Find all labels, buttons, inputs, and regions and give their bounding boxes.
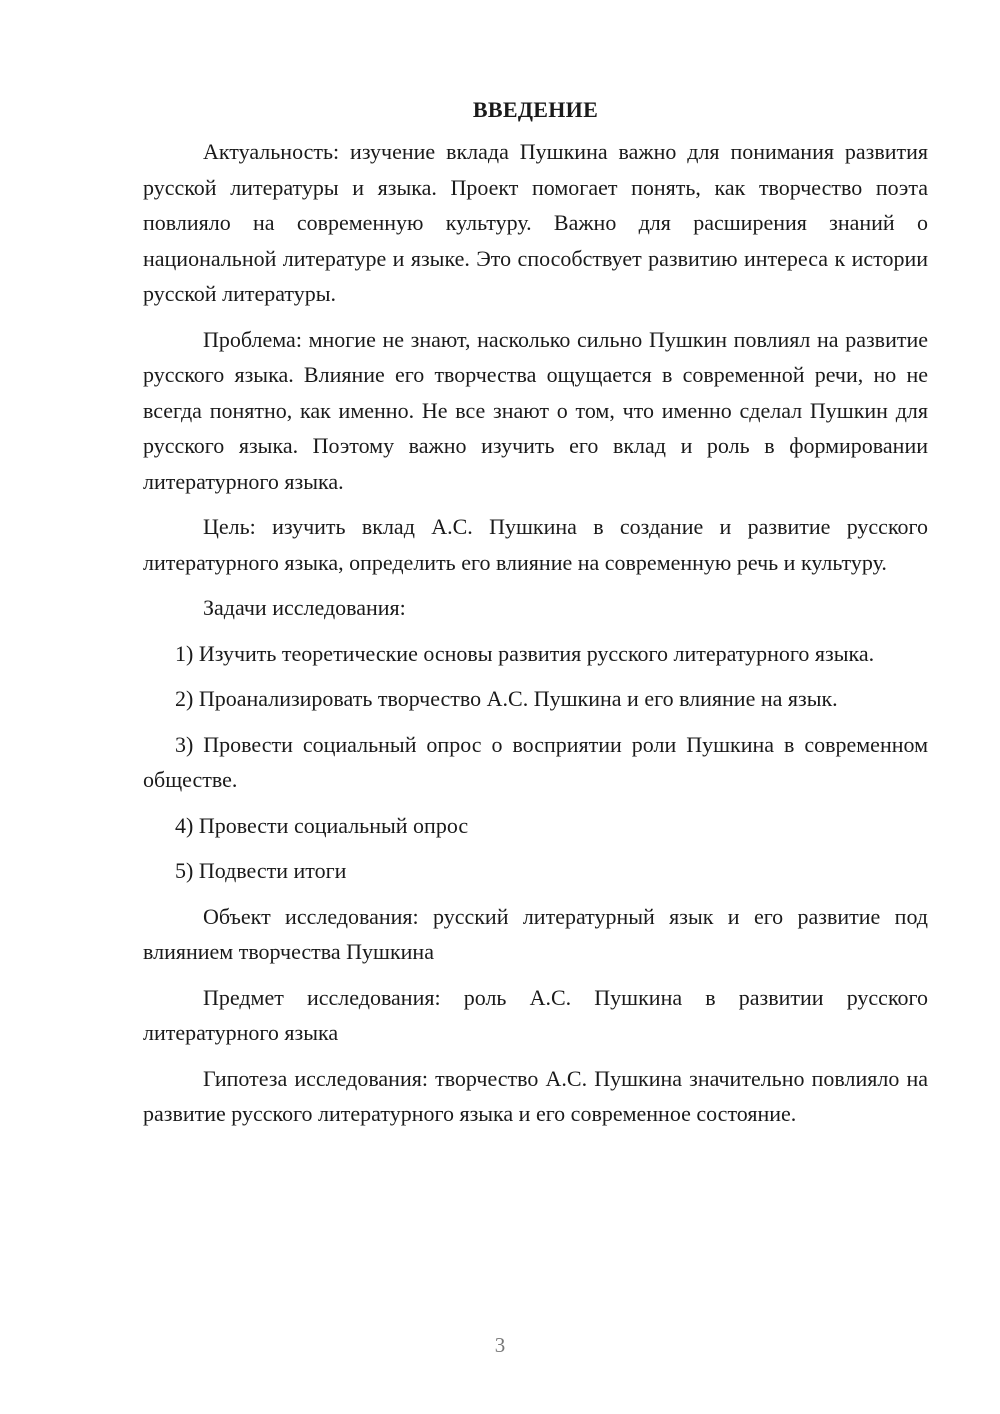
task-item-3: 3) Провести социальный опрос о восприятии роли Пушкина в современном обществе. xyxy=(143,731,928,792)
tasks-heading: Задачи исследования: xyxy=(203,595,406,620)
task-item-2: 2) Проанализировать творчество А.С. Пушкина и его влияние на язык. xyxy=(175,686,838,711)
paragraph-hypothesis: Гипотеза исследования: творчество А.С. Пушкина значительно повлияло на развитие русского литературного языка и его современное состояние. xyxy=(143,1065,928,1126)
paragraph-relevance: Актуальность: изучение вклада Пушкина важно для понимания развития русской литературы и языка. Проект помогает понять, как творчество поэта повлияло на современную культуру. Важно для расширения знаний о национальной литературе и языке. Это способствует развитию интереса к истории русской литературы. xyxy=(143,139,928,306)
page-number: 3 xyxy=(494,1333,506,1357)
paragraph-subject: Предмет исследования: роль А.С. Пушкина в развитии русского литературного языка xyxy=(143,984,928,1045)
paragraph-goal: Цель: изучить вклад А.С. Пушкина в создание и развитие русского литературного языка, определить его влияние на современную речь и культуру. xyxy=(143,514,928,575)
section-title: ВВЕДЕНИЕ xyxy=(472,97,599,122)
document-page xyxy=(143,92,928,1142)
task-item-5: 5) Подвести итоги xyxy=(175,858,347,883)
task-item-4: 4) Провести социальный опрос xyxy=(175,812,469,838)
paragraph-object: Объект исследования: русский литературный язык и его развитие под влиянием творчества Пушкина xyxy=(143,903,928,964)
paragraph-problem: Проблема: многие не знают, насколько сильно Пушкин повлиял на развитие русского языка. Влияние его творчества ощущается в современной речи, но не всегда понятно, как именно. Не все знают о том, что именно сделал Пушкин для русского языка. Поэтому важно изучить его вклад и роль в формировании литературного языка. xyxy=(143,326,928,494)
task-item-1: 1) Изучить теоретические основы развития русского литературного языка. xyxy=(175,640,875,666)
